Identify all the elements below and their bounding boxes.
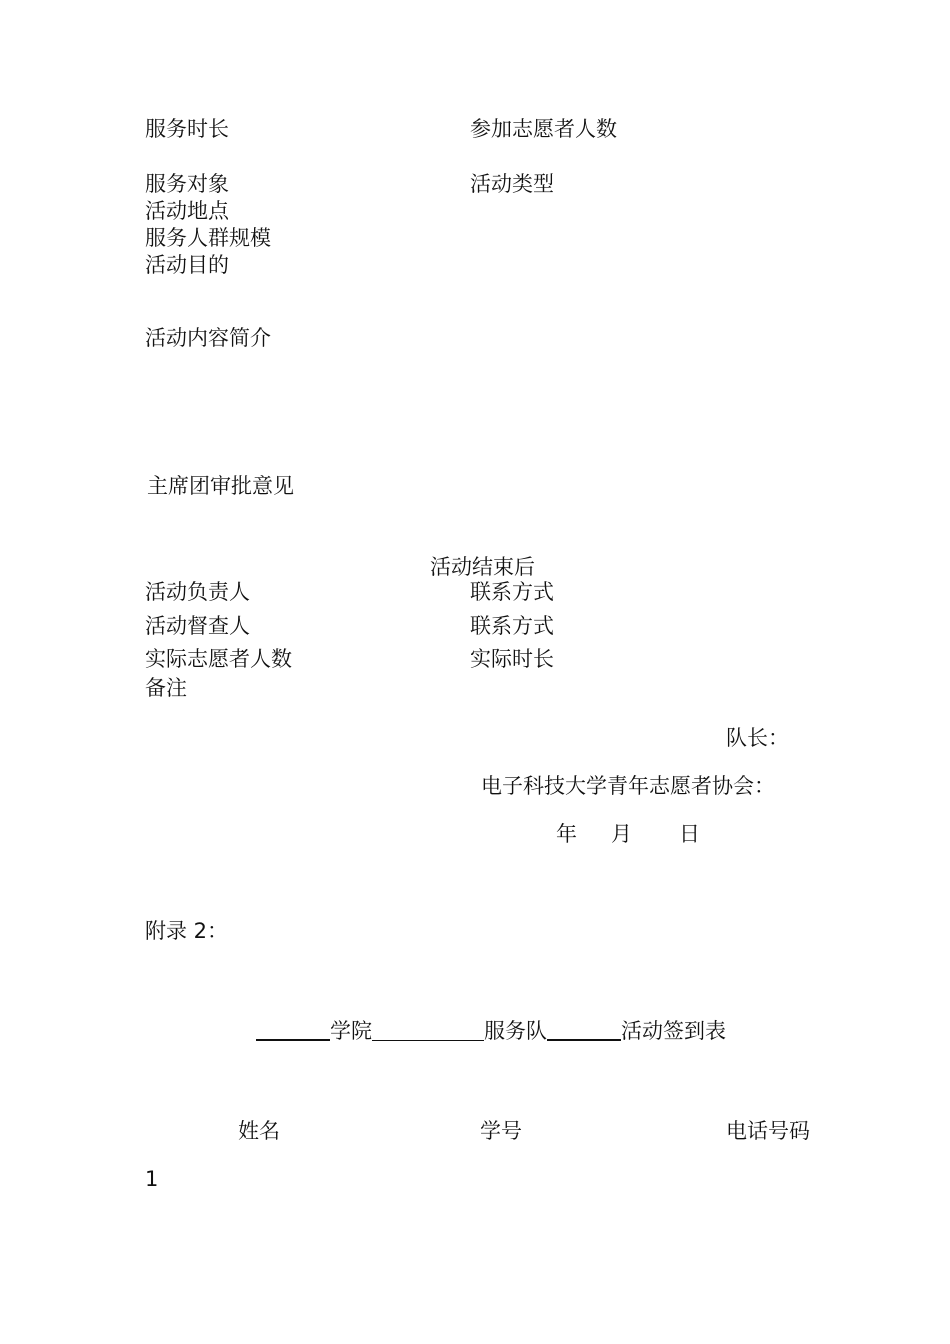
column-header-student-id: 学号 [480, 1119, 522, 1143]
actual-volunteers-label: 实际志愿者人数 [145, 647, 292, 671]
appendix-label: 附录 2： [145, 919, 229, 943]
service-duration-label: 服务时长 [145, 117, 229, 141]
activity-location-label: 活动地点 [145, 199, 229, 223]
activity-type-label: 活动类型 [470, 172, 554, 196]
leader-contact-label: 联系方式 [470, 580, 554, 604]
association-signature: 电子科技大学青年志愿者协会： [481, 774, 775, 798]
supervisor-contact-label: 联系方式 [470, 614, 554, 638]
captain-signature: 队长： [726, 726, 789, 750]
date-day: 日 [679, 822, 700, 846]
sign-in-sheet-title [256, 1021, 726, 1042]
actual-duration-label: 实际时长 [470, 647, 554, 671]
volunteer-count-label: 参加志愿者人数 [470, 117, 617, 141]
row-index: 1 [145, 1167, 159, 1191]
date-month: 月 [611, 822, 632, 846]
title-team-text: 服务队 [484, 1019, 547, 1043]
presidium-opinion-label: 主席团审批意见 [147, 474, 294, 498]
content-summary-label: 活动内容简介 [145, 326, 271, 350]
service-scale-label: 服务人群规模 [145, 226, 271, 250]
title-suffix-text: 活动签到表 [621, 1019, 726, 1043]
service-target-label: 服务对象 [145, 172, 229, 196]
remarks-label: 备注 [145, 676, 187, 700]
column-header-name: 姓名 [238, 1119, 280, 1143]
column-header-phone: 电话号码 [726, 1119, 810, 1143]
activity-purpose-label: 活动目的 [145, 253, 229, 277]
supervisor-label: 活动督查人 [145, 614, 250, 638]
leader-label: 活动负责人 [145, 580, 250, 604]
date-year: 年 [556, 822, 577, 846]
title-college-text: 学院 [330, 1019, 372, 1043]
after-activity-heading: 活动结束后 [430, 555, 535, 579]
